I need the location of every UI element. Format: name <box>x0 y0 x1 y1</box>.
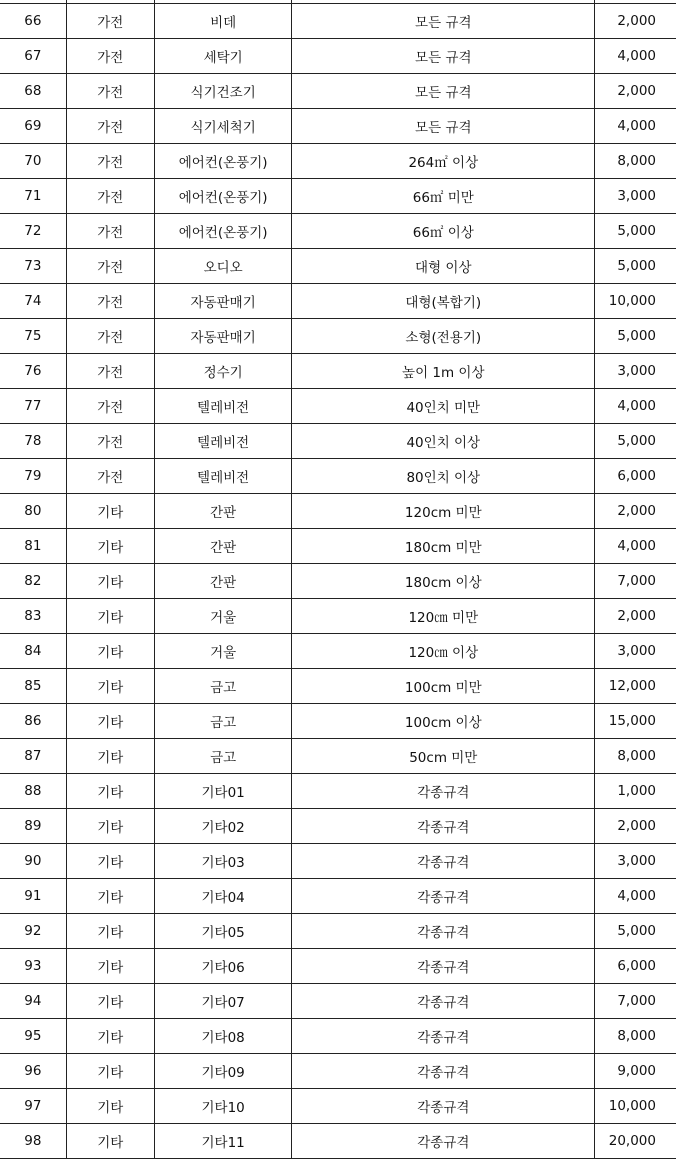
table-row <box>0 634 676 669</box>
row-fee: 5,000 <box>595 319 676 354</box>
row-item: 금고 <box>154 669 291 704</box>
row-item: 텔레비전 <box>154 459 291 494</box>
row-item: 에어컨(온풍기) <box>154 144 291 179</box>
row-spec: 100cm 미만 <box>292 669 595 704</box>
row-item: 기타08 <box>154 1019 291 1054</box>
row-category: 기타 <box>66 704 154 739</box>
row-spec: 180cm 미만 <box>292 529 595 564</box>
row-item: 세탁기 <box>154 39 291 74</box>
row-item: 자동판매기 <box>154 284 291 319</box>
row-category: 기타 <box>66 669 154 704</box>
row-number: 74 <box>0 284 66 319</box>
row-item: 에어컨(온풍기) <box>154 214 291 249</box>
row-category: 기타 <box>66 984 154 1019</box>
table-row <box>0 774 676 809</box>
row-number: 89 <box>0 809 66 844</box>
row-spec: 각종규격 <box>292 879 595 914</box>
table-row <box>0 879 676 914</box>
row-number: 73 <box>0 249 66 284</box>
row-item: 에어컨(온풍기) <box>154 179 291 214</box>
row-number: 82 <box>0 564 66 599</box>
table-row <box>0 424 676 459</box>
row-spec: 각종규격 <box>292 1054 595 1089</box>
table-row <box>0 284 676 319</box>
table-row <box>0 109 676 144</box>
row-fee: 20,000 <box>595 1124 676 1159</box>
row-number: 96 <box>0 1054 66 1089</box>
table-row <box>0 914 676 949</box>
row-fee: 4,000 <box>595 529 676 564</box>
table-row <box>0 354 676 389</box>
row-number: 75 <box>0 319 66 354</box>
row-item: 간판 <box>154 494 291 529</box>
row-category: 기타 <box>66 879 154 914</box>
row-fee: 2,000 <box>595 4 676 39</box>
row-item: 거울 <box>154 634 291 669</box>
table-row <box>0 949 676 984</box>
row-category: 가전 <box>66 459 154 494</box>
row-number: 91 <box>0 879 66 914</box>
table-row <box>0 599 676 634</box>
row-item: 기타05 <box>154 914 291 949</box>
row-fee: 6,000 <box>595 949 676 984</box>
table-row <box>0 1124 676 1159</box>
row-fee: 2,000 <box>595 599 676 634</box>
row-spec: 각종규격 <box>292 774 595 809</box>
table-row <box>0 844 676 879</box>
row-spec: 120㎝ 미만 <box>292 599 595 634</box>
row-category: 가전 <box>66 354 154 389</box>
row-fee: 5,000 <box>595 214 676 249</box>
row-category: 기타 <box>66 1054 154 1089</box>
row-number: 86 <box>0 704 66 739</box>
row-number: 85 <box>0 669 66 704</box>
row-category: 기타 <box>66 914 154 949</box>
row-spec: 40인치 이상 <box>292 424 595 459</box>
table-row <box>0 564 676 599</box>
row-item: 금고 <box>154 704 291 739</box>
row-item: 자동판매기 <box>154 319 291 354</box>
row-number: 98 <box>0 1124 66 1159</box>
row-fee: 3,000 <box>595 634 676 669</box>
row-category: 가전 <box>66 214 154 249</box>
row-fee: 8,000 <box>595 739 676 774</box>
row-fee: 7,000 <box>595 564 676 599</box>
row-category: 기타 <box>66 1089 154 1124</box>
row-fee: 2,000 <box>595 809 676 844</box>
table-row <box>0 984 676 1019</box>
row-item: 식기건조기 <box>154 74 291 109</box>
row-item: 기타10 <box>154 1089 291 1124</box>
row-category: 가전 <box>66 4 154 39</box>
table-row <box>0 249 676 284</box>
row-spec: 모든 규격 <box>292 74 595 109</box>
table-row <box>0 179 676 214</box>
row-number: 90 <box>0 844 66 879</box>
row-spec: 120㎝ 이상 <box>292 634 595 669</box>
table-row <box>0 389 676 424</box>
row-spec: 각종규격 <box>292 949 595 984</box>
row-fee: 2,000 <box>595 74 676 109</box>
row-fee: 12,000 <box>595 669 676 704</box>
row-spec: 소형(전용기) <box>292 319 595 354</box>
row-category: 기타 <box>66 1124 154 1159</box>
row-fee: 4,000 <box>595 879 676 914</box>
row-fee: 4,000 <box>595 109 676 144</box>
row-fee: 3,000 <box>595 844 676 879</box>
row-number: 87 <box>0 739 66 774</box>
row-item: 기타02 <box>154 809 291 844</box>
row-spec: 각종규격 <box>292 1019 595 1054</box>
row-spec: 120cm 미만 <box>292 494 595 529</box>
row-item: 기타07 <box>154 984 291 1019</box>
row-category: 가전 <box>66 144 154 179</box>
row-spec: 각종규격 <box>292 844 595 879</box>
table-row <box>0 1019 676 1054</box>
row-number: 94 <box>0 984 66 1019</box>
row-fee: 10,000 <box>595 1089 676 1124</box>
table-row <box>0 739 676 774</box>
row-spec: 180cm 이상 <box>292 564 595 599</box>
row-spec: 각종규격 <box>292 984 595 1019</box>
row-fee: 4,000 <box>595 389 676 424</box>
row-item: 금고 <box>154 739 291 774</box>
row-fee: 10,000 <box>595 284 676 319</box>
row-fee: 7,000 <box>595 984 676 1019</box>
row-item: 식기세척기 <box>154 109 291 144</box>
row-number: 95 <box>0 1019 66 1054</box>
row-category: 가전 <box>66 319 154 354</box>
row-number: 88 <box>0 774 66 809</box>
table-row <box>0 214 676 249</box>
row-fee: 8,000 <box>595 1019 676 1054</box>
row-number: 68 <box>0 74 66 109</box>
row-category: 기타 <box>66 599 154 634</box>
row-spec: 각종규격 <box>292 914 595 949</box>
row-item: 텔레비전 <box>154 424 291 459</box>
row-item: 기타06 <box>154 949 291 984</box>
row-item: 텔레비전 <box>154 389 291 424</box>
row-category: 가전 <box>66 109 154 144</box>
row-item: 거울 <box>154 599 291 634</box>
row-spec: 66㎡ 이상 <box>292 214 595 249</box>
table-row <box>0 809 676 844</box>
table-row <box>0 669 676 704</box>
table-row <box>0 144 676 179</box>
row-spec: 40인치 미만 <box>292 389 595 424</box>
row-item: 오디오 <box>154 249 291 284</box>
row-item: 기타04 <box>154 879 291 914</box>
table-row <box>0 494 676 529</box>
row-spec: 각종규격 <box>292 1124 595 1159</box>
row-number: 77 <box>0 389 66 424</box>
row-number: 76 <box>0 354 66 389</box>
table-row <box>0 1089 676 1124</box>
row-fee: 5,000 <box>595 249 676 284</box>
row-spec: 높이 1m 이상 <box>292 354 595 389</box>
row-item: 기타09 <box>154 1054 291 1089</box>
row-number: 83 <box>0 599 66 634</box>
row-spec: 모든 규격 <box>292 39 595 74</box>
row-item: 기타03 <box>154 844 291 879</box>
row-number: 78 <box>0 424 66 459</box>
row-category: 기타 <box>66 739 154 774</box>
row-category: 기타 <box>66 844 154 879</box>
row-fee: 2,000 <box>595 494 676 529</box>
row-category: 기타 <box>66 949 154 984</box>
row-fee: 6,000 <box>595 459 676 494</box>
row-number: 81 <box>0 529 66 564</box>
row-fee: 9,000 <box>595 1054 676 1089</box>
row-spec: 각종규격 <box>292 1089 595 1124</box>
row-category: 기타 <box>66 809 154 844</box>
row-number: 79 <box>0 459 66 494</box>
row-number: 93 <box>0 949 66 984</box>
row-category: 기타 <box>66 564 154 599</box>
row-spec: 모든 규격 <box>292 109 595 144</box>
row-number: 97 <box>0 1089 66 1124</box>
row-number: 92 <box>0 914 66 949</box>
row-number: 66 <box>0 4 66 39</box>
row-fee: 15,000 <box>595 704 676 739</box>
table-row <box>0 459 676 494</box>
row-category: 기타 <box>66 529 154 564</box>
row-fee: 8,000 <box>595 144 676 179</box>
row-item: 비데 <box>154 4 291 39</box>
table-row <box>0 74 676 109</box>
row-item: 정수기 <box>154 354 291 389</box>
row-spec: 80인치 이상 <box>292 459 595 494</box>
row-fee: 5,000 <box>595 914 676 949</box>
row-spec: 모든 규격 <box>292 4 595 39</box>
row-spec: 100cm 이상 <box>292 704 595 739</box>
row-category: 기타 <box>66 1019 154 1054</box>
row-item: 간판 <box>154 564 291 599</box>
table-row <box>0 39 676 74</box>
row-spec: 각종규격 <box>292 809 595 844</box>
row-category: 기타 <box>66 494 154 529</box>
row-number: 70 <box>0 144 66 179</box>
table-row <box>0 1054 676 1089</box>
row-category: 가전 <box>66 39 154 74</box>
table-row <box>0 529 676 564</box>
row-spec: 66㎡ 미만 <box>292 179 595 214</box>
row-fee: 5,000 <box>595 424 676 459</box>
table-row <box>0 319 676 354</box>
row-fee: 3,000 <box>595 179 676 214</box>
row-spec: 대형 이상 <box>292 249 595 284</box>
row-number: 80 <box>0 494 66 529</box>
row-spec: 50cm 미만 <box>292 739 595 774</box>
row-fee: 3,000 <box>595 354 676 389</box>
row-number: 67 <box>0 39 66 74</box>
row-category: 가전 <box>66 389 154 424</box>
row-category: 가전 <box>66 284 154 319</box>
row-item: 간판 <box>154 529 291 564</box>
row-item: 기타01 <box>154 774 291 809</box>
row-category: 기타 <box>66 634 154 669</box>
row-category: 가전 <box>66 74 154 109</box>
row-category: 가전 <box>66 424 154 459</box>
row-spec: 264㎡ 이상 <box>292 144 595 179</box>
row-number: 69 <box>0 109 66 144</box>
row-category: 기타 <box>66 774 154 809</box>
row-item: 기타11 <box>154 1124 291 1159</box>
row-category: 가전 <box>66 249 154 284</box>
row-spec: 대형(복합기) <box>292 284 595 319</box>
table-row <box>0 4 676 39</box>
table-row <box>0 704 676 739</box>
row-number: 72 <box>0 214 66 249</box>
row-fee: 1,000 <box>595 774 676 809</box>
row-fee: 4,000 <box>595 39 676 74</box>
row-number: 84 <box>0 634 66 669</box>
row-category: 가전 <box>66 179 154 214</box>
row-number: 71 <box>0 179 66 214</box>
